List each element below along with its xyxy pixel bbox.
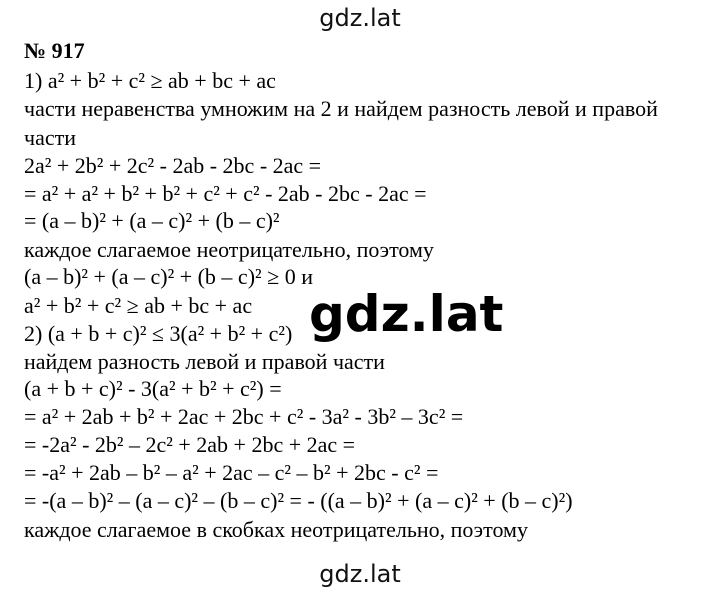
watermark-center: gdz.lat (305, 289, 507, 339)
text-line-12: (a + b + c)² - 3(a² + b² + c²) = (24, 376, 282, 401)
text-line-13: = a² + 2ab + b² + 2ac + 2bc + c² - 3a² - 3b² – 3c² = (24, 404, 464, 429)
text-line-15: = -a² + 2ab – b² – a² + 2ac – c² – b² + 2bc - c² = (24, 460, 439, 485)
text-line-17: каждое слагаемое в скобках неотрицательно, поэтому (24, 517, 528, 542)
text-line-7: каждое слагаемое неотрицательно, поэтому (24, 237, 434, 262)
text-line-16: = -(a – b)² – (a – c)² – (b – c)² = - ((a – b)² + (a – c)² + (b – c)²) (24, 488, 573, 513)
text-line-9: a² + b² + c² ≥ ab + bc + ac (24, 293, 253, 318)
problem-number: № 917 (24, 38, 85, 63)
text-line-5: = a² + a² + b² + b² + c² + c² - 2ab - 2bc - 2ac = (24, 181, 427, 206)
text-line-14: = -2a² - 2b² – 2c² + 2ab + 2bc + 2ac = (24, 432, 356, 457)
watermark-top: gdz.lat (319, 4, 401, 32)
text-line-6: = (a – b)² + (a – c)² + (b – c)² (24, 208, 280, 233)
text-line-4: 2a² + 2b² + 2c² - 2ab - 2bc - 2ac = (24, 153, 322, 178)
text-line-2: части неравенства умножим на 2 и найдем разность левой и правой (24, 96, 658, 121)
text-line-10: 2) (a + b + c)² ≤ 3(a² + b² + c²) (24, 321, 293, 346)
watermark-bottom: gdz.lat (319, 560, 401, 588)
text-line-11: найдем разность левой и правой части (24, 349, 385, 374)
text-line-3: части (24, 125, 76, 150)
text-line-8: (a – b)² + (a – c)² + (b – c)² ≥ 0 и (24, 264, 313, 289)
text-line-1: 1) a² + b² + c² ≥ ab + bc + ac (24, 68, 276, 93)
